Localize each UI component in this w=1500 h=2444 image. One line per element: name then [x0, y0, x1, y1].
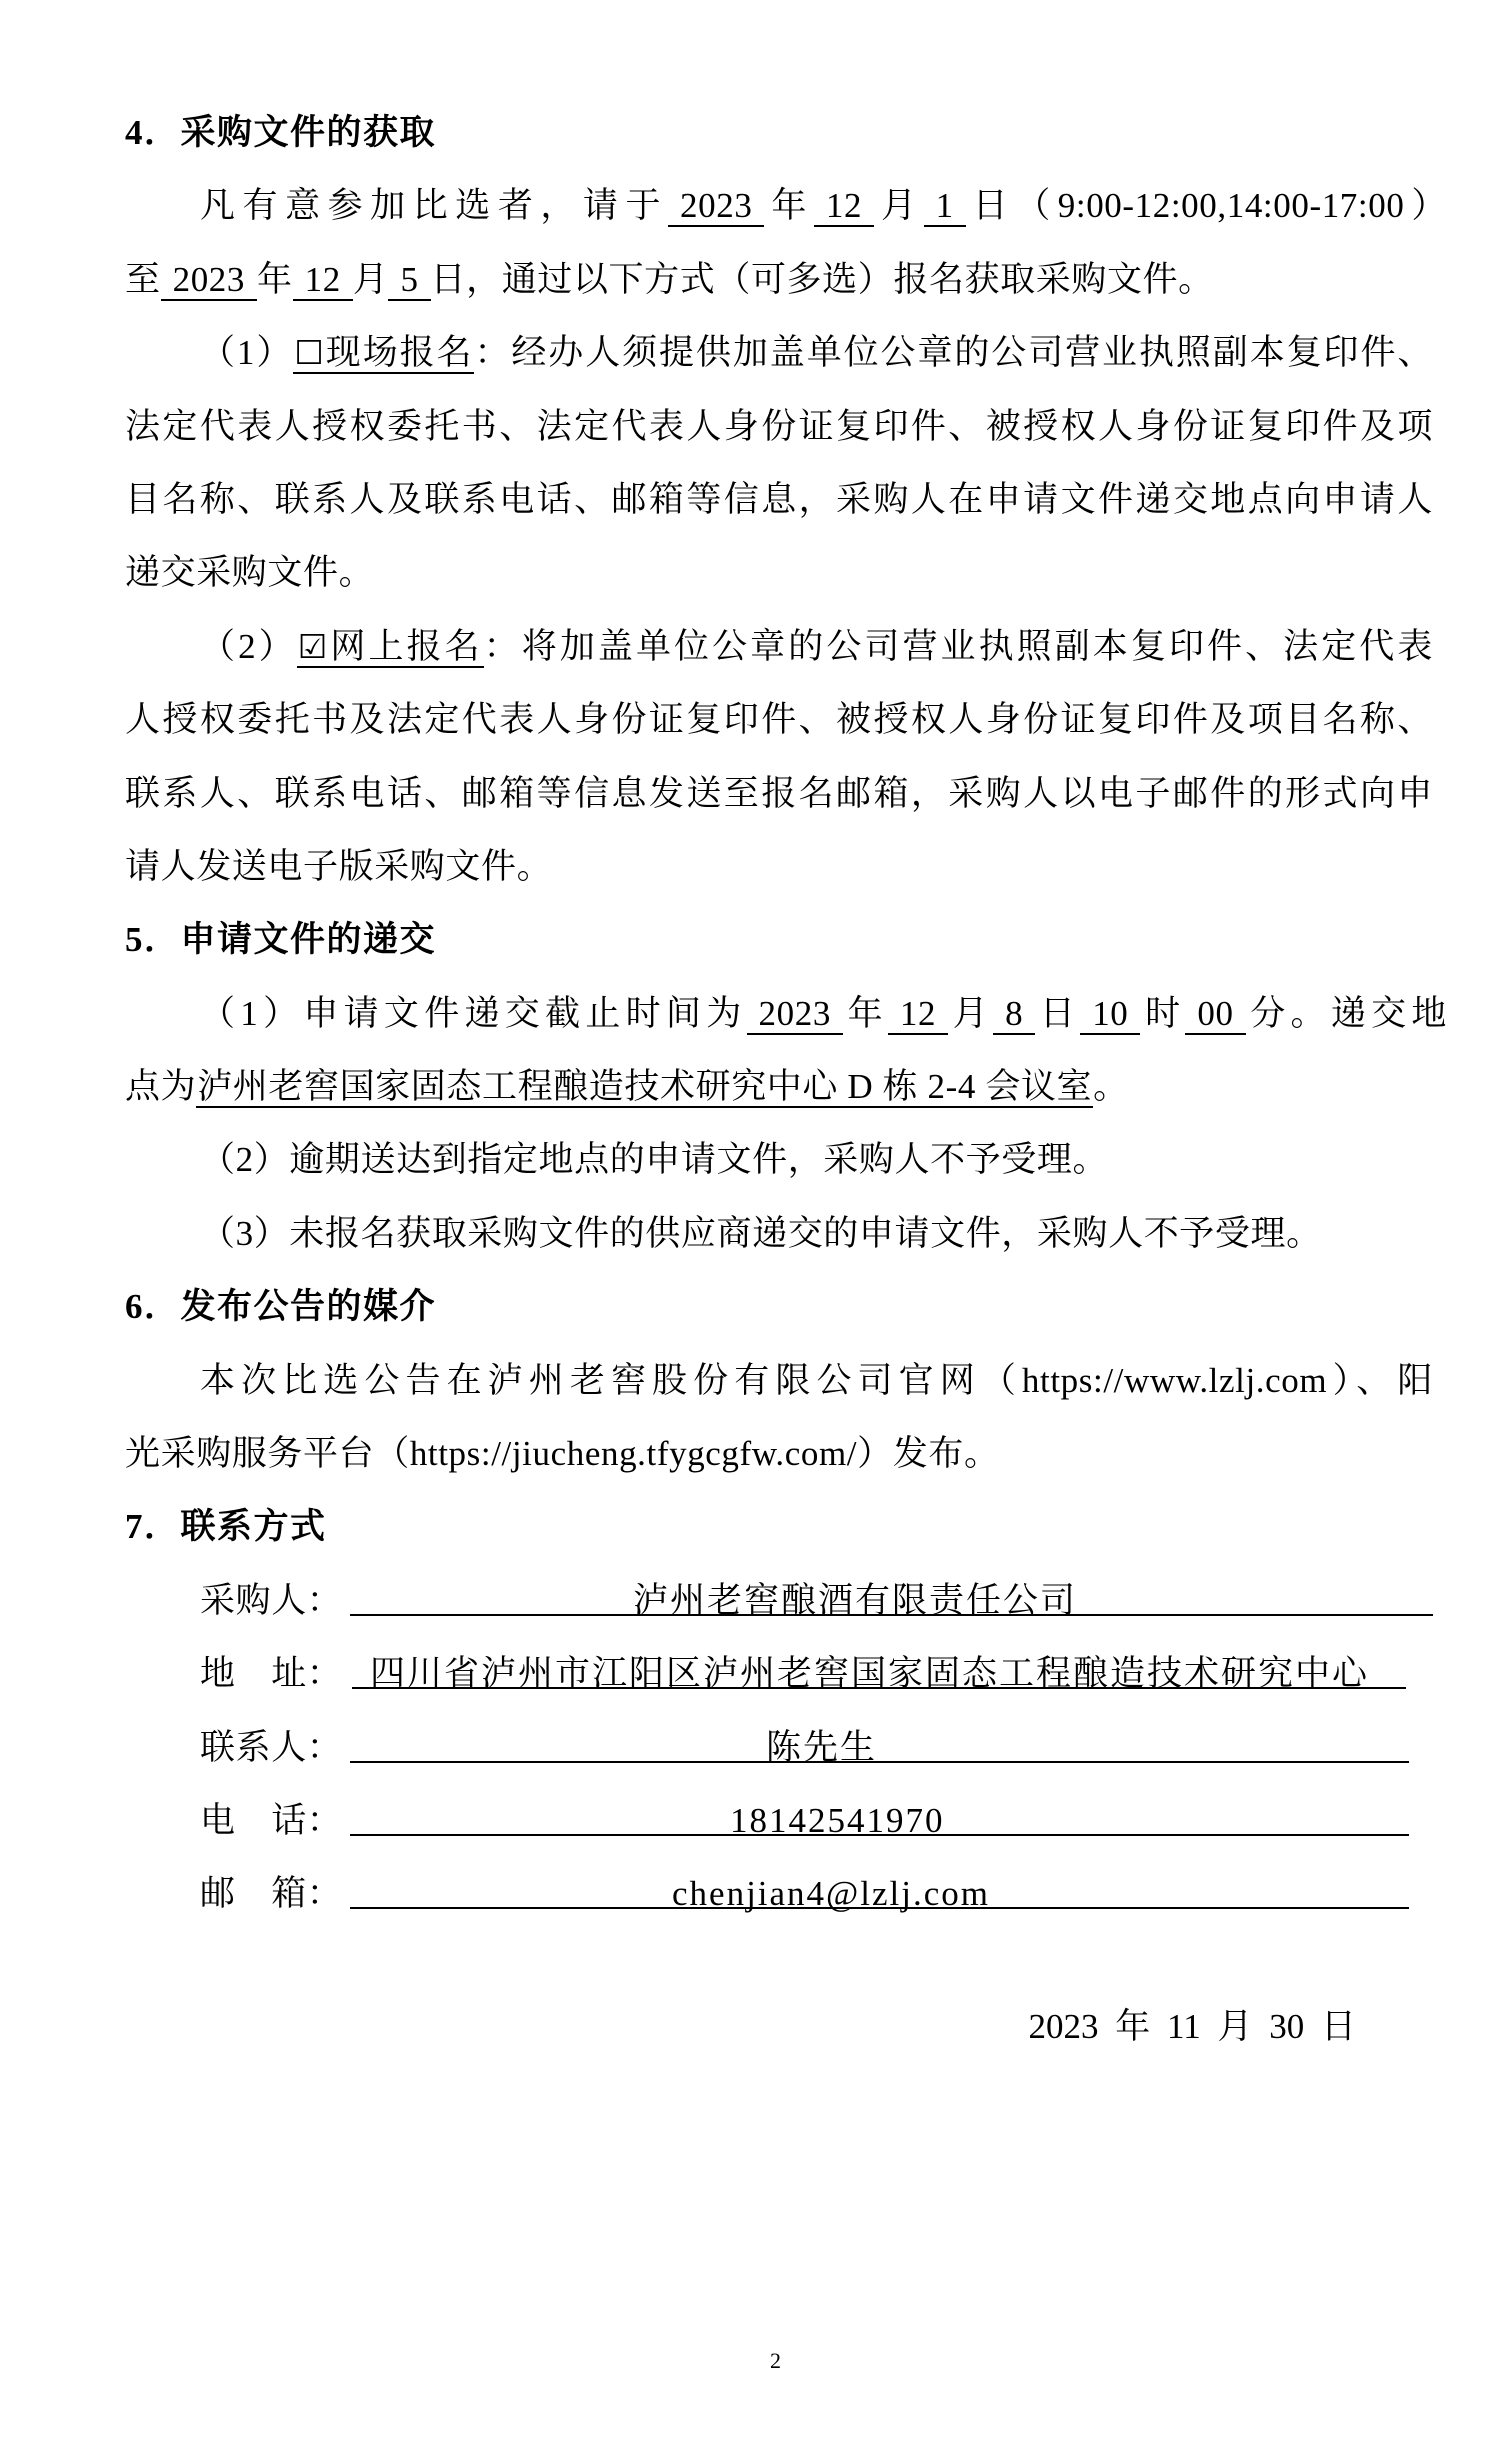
publication-text: 光采购服务平台（ — [125, 1434, 410, 1474]
online-registration-line-2: 人授权委托书及法定代表人身份证复印件、被授权人身份证复印件及项目名称、 — [125, 700, 1433, 740]
year-unit: 年 — [257, 259, 293, 299]
registration-period-line-2 — [125, 243, 1433, 316]
contact-underline-field — [350, 1784, 1409, 1840]
contact-row-email — [125, 1857, 1433, 1930]
year-unit: 年 — [842, 993, 888, 1033]
purchaser-name: 泸州老窖酿酒有限责任公司 — [633, 1580, 1078, 1620]
deadline-month-blank: 12 — [888, 994, 948, 1035]
contact-person: 陈先生 — [766, 1727, 878, 1767]
purchaser-address: 四川省泸州市江阳区泸州老窖国家固态工程酿造技术研究中心 — [370, 1654, 1370, 1694]
contact-row-phone — [125, 1784, 1433, 1857]
end-month-blank: 12 — [293, 260, 353, 301]
contact-label: 邮 箱： — [200, 1874, 343, 1914]
contact-label: 电 话： — [200, 1800, 343, 1840]
section-7-heading: 7．联系方式 — [125, 1507, 327, 1547]
day-unit: 日 — [1035, 993, 1081, 1033]
official-website-url: https://www.lzlj.com — [1021, 1360, 1328, 1400]
onsite-registration-line-1 — [125, 316, 1433, 389]
deadline-hour-blank: 10 — [1080, 994, 1140, 1035]
onsite-registration-line-4: 递交采购文件。 — [125, 553, 375, 593]
document-body — [125, 96, 1447, 1931]
contact-phone: 18142541970 — [730, 1800, 945, 1840]
submission-deadline-line-1 — [125, 977, 1447, 1050]
contact-underline-field — [352, 1637, 1406, 1694]
end-year-blank: 2023 — [161, 260, 257, 301]
online-registration-line-1 — [125, 610, 1433, 683]
late-submission-rule: （2）逾期送达到指定地点的申请文件，采购人不予受理。 — [200, 1140, 1109, 1180]
online-registration-line-4: 请人发送电子版采购文件。 — [125, 846, 553, 886]
contact-underline-field — [350, 1857, 1409, 1914]
month-unit: 月 — [874, 186, 924, 226]
contact-label: 采购人： — [200, 1580, 343, 1620]
deadline-day-blank: 8 — [993, 994, 1035, 1035]
submission-venue-line — [125, 1050, 1433, 1123]
publication-media-line-1 — [125, 1344, 1433, 1417]
deadline-minute-blank: 00 — [1185, 994, 1245, 1035]
publication-tail-text: ）发布。 — [857, 1434, 1000, 1474]
onsite-registration-option — [293, 333, 474, 374]
office-hours-text: 日（9:00-12:00,14:00-17:00） — [965, 186, 1447, 226]
onsite-registration-label: 现场报名 — [324, 333, 474, 373]
submission-venue: 泸州老窖国家固态工程酿造技术研究中心 D 栋 2-4 会议室 — [197, 1067, 1093, 1107]
publication-text: ）、阳 — [1327, 1360, 1433, 1400]
month-unit: 月 — [352, 259, 389, 299]
publication-intro-text: 本次比选公告在泸州老窖股份有限公司官网（ — [200, 1360, 1022, 1400]
checked-box-icon: ☑ — [297, 626, 328, 666]
start-year-blank: 2023 — [668, 186, 764, 227]
start-month-blank: 12 — [814, 186, 874, 227]
onsite-registration-line-3: 目名称、联系人及联系电话、邮箱等信息，采购人在申请文件递交地点向申请人 — [125, 479, 1433, 519]
unregistered-submission-rule: （3）未报名获取采购文件的供应商递交的申请文件，采购人不予受理。 — [200, 1213, 1322, 1253]
page-number: 2 — [770, 2348, 781, 2373]
signoff-date: 2023 年 11 月 30 日 — [1028, 2007, 1356, 2046]
deadline-tail-text: 分。递交地 — [1245, 993, 1447, 1033]
registration-intro-text: 凡有意参加比选者，请于 — [200, 186, 669, 226]
year-unit: 年 — [764, 186, 814, 226]
onsite-registration-line-2: 法定代表人授权委托书、法定代表人身份证复印件、被授权人身份证复印件及项 — [125, 406, 1433, 446]
deadline-year-blank: 2023 — [747, 994, 843, 1035]
hour-unit: 时 — [1140, 993, 1186, 1033]
registration-method-text: 日，通过以下方式（可多选）报名获取采购文件。 — [430, 259, 1214, 299]
option-number: （2） — [200, 626, 297, 666]
online-registration-option — [297, 627, 484, 668]
contact-label: 联系人： — [200, 1727, 343, 1767]
section-5-heading: 5．申请文件的递交 — [125, 920, 437, 960]
to-text: 至 — [125, 259, 161, 299]
section-6-heading: 6．发布公告的媒介 — [125, 1287, 437, 1327]
contact-email: chenjian4@lzlj.com — [672, 1874, 990, 1914]
venue-tail-text: 。 — [1093, 1067, 1129, 1107]
contact-row-person — [125, 1711, 1433, 1784]
paragraph-text: ：将加盖单位公章的公司营业执照副本复印件、法定代表 — [483, 626, 1433, 666]
online-registration-line-3: 联系人、联系电话、邮箱等信息发送至报名邮箱，采购人以电子邮件的形式向申 — [125, 773, 1433, 813]
unchecked-box-icon: ☐ — [294, 333, 325, 373]
month-unit: 月 — [948, 993, 994, 1033]
contact-underline-field — [350, 1711, 1409, 1767]
end-day-blank: 5 — [388, 260, 430, 301]
deadline-intro-text: （1）申请文件递交截止时间为 — [200, 993, 747, 1033]
publication-media-line-2 — [125, 1417, 1433, 1490]
contact-row-address — [125, 1637, 1433, 1710]
contact-underline-field — [350, 1564, 1433, 1620]
section-4-heading: 4．采购文件的获取 — [125, 113, 437, 152]
contact-label: 地 址： — [200, 1654, 343, 1694]
paragraph-text: ：经办人须提供加盖单位公章的公司营业执照副本复印件、 — [474, 333, 1433, 373]
online-registration-label: 网上报名 — [327, 626, 483, 666]
procurement-platform-url: https://jiucheng.tfygcgfw.com/ — [409, 1434, 858, 1474]
contact-row-purchaser — [125, 1564, 1433, 1637]
start-day-blank: 1 — [924, 186, 966, 227]
option-number: （1） — [200, 333, 294, 373]
venue-intro-text: 点为 — [125, 1067, 197, 1107]
registration-period-line-1 — [125, 169, 1447, 242]
